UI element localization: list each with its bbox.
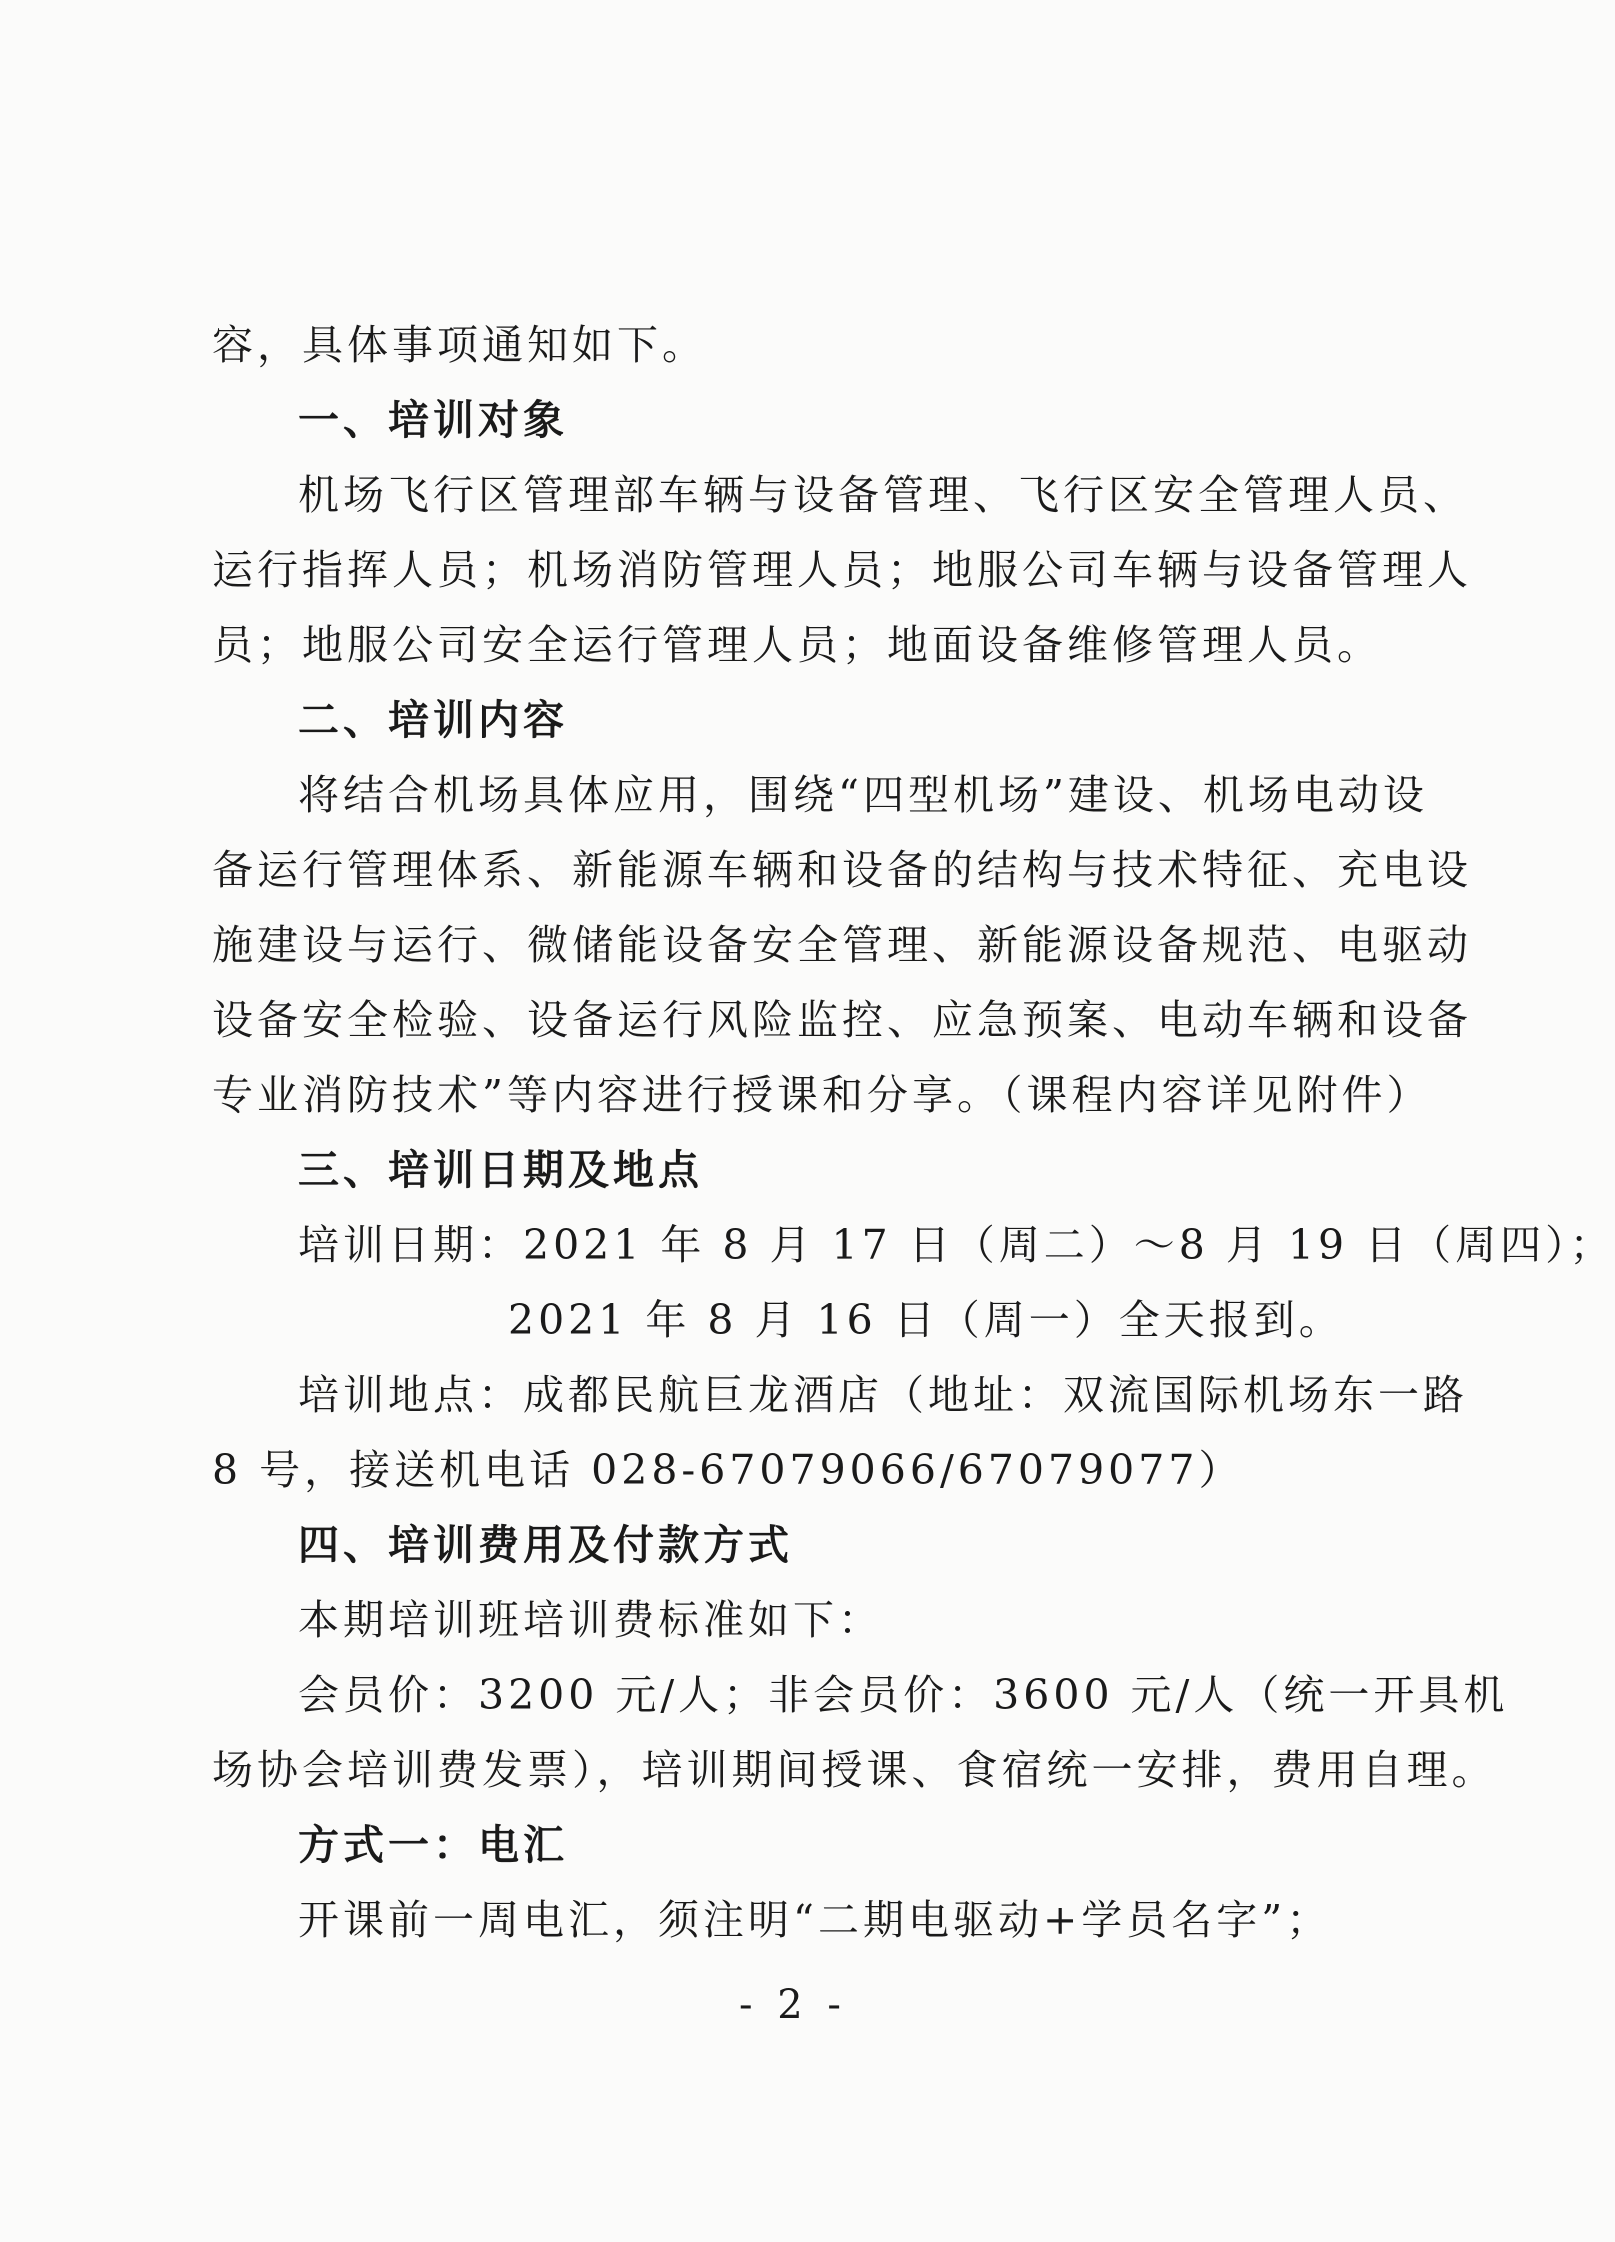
page-number: - 2 - [739,1982,847,2028]
training-location-line: 培训地点：成都民航巨龙酒店（地址：双流国际机场东一路 [298,1371,1468,1419]
body-line: 员；地服公司安全运行管理人员；地面设备维修管理人员。 [212,621,1382,669]
body-line: 容，具体事项通知如下。 [212,321,707,369]
section-heading-fees-payment: 四、培训费用及付款方式 [298,1521,793,1569]
body-line: 本期培训班培训费标准如下： [298,1596,883,1644]
body-line: 运行指挥人员；机场消防管理人员；地服公司车辆与设备管理人 [212,546,1472,594]
body-line: 将结合机场具体应用，围绕“四型机场”建设、机场电动设 [298,771,1428,819]
body-line: 设备安全检验、设备运行风险监控、应急预案、电动车辆和设备 [212,996,1472,1044]
body-line: 8 号，接送机电话 028-67079066/67079077） [212,1446,1244,1494]
body-line: 开课前一周电汇，须注明“二期电驱动+学员名字”； [298,1896,1332,1944]
section-heading-date-location: 三、培训日期及地点 [298,1146,703,1194]
body-line: 场协会培训费发票），培训期间授课、食宿统一安排，费用自理。 [212,1746,1497,1794]
body-line: 施建设与运行、微储能设备安全管理、新能源设备规范、电驱动 [212,921,1472,969]
fee-line: 会员价：3200 元/人；非会员价：3600 元/人（统一开具机 [298,1671,1509,1719]
registration-date-line: 2021 年 8 月 16 日（周一）全天报到。 [508,1296,1344,1344]
payment-method-heading: 方式一：电汇 [298,1821,568,1869]
body-line: 机场飞行区管理部车辆与设备管理、飞行区安全管理人员、 [298,471,1468,519]
section-heading-training-content: 二、培训内容 [298,696,568,744]
training-date-line: 培训日期：2021 年 8 月 17 日（周二）～8 月 19 日（周四）； [298,1221,1615,1269]
body-line: 专业消防技术”等内容进行授课和分享。（课程内容详见附件） [212,1071,1432,1119]
section-heading-training-targets: 一、培训对象 [298,396,568,444]
body-line: 备运行管理体系、新能源车辆和设备的结构与技术特征、充电设 [212,846,1472,894]
document-body [212,308,1615,1958]
